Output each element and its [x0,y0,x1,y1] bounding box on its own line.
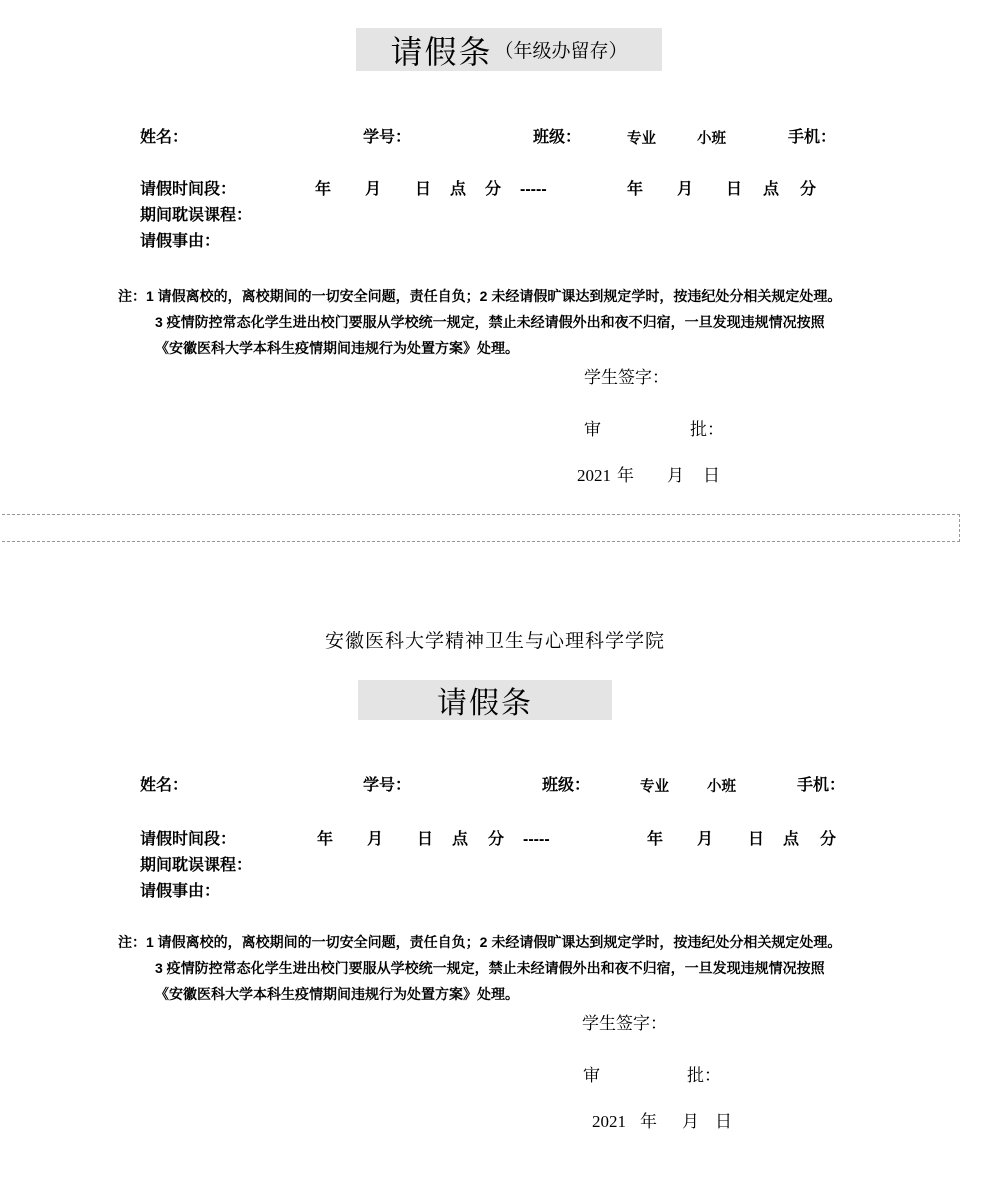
section1-date-year-value: 2021 [577,466,611,485]
section1-student-id-label: 学号： [363,129,412,146]
section2-note-line-1: 注：1 请假离校的，离校期间的一切安全问题，责任自负；2 未经请假旷课达到规定学时，按违纪处分相关规定处理。 [118,934,842,950]
section2-small-class-label: 小班 [707,779,736,795]
section1-range-dashes: ----- [520,181,547,198]
section1-missed-courses-label: 期间耽误课程： [140,207,253,224]
section2-leave-reason-label: 请假事由： [140,883,221,900]
section2-leave-period-label: 请假时间段： [140,831,237,848]
section2-major-label: 专业 [640,779,669,795]
section2-title-box [358,680,612,720]
section2-day-label-start: 日 [417,831,434,848]
section1-leave-period-label: 请假时间段： [140,181,237,198]
section1-hour-label-end: 点 [763,181,780,198]
section1-title-box [356,28,662,71]
section2-minute-label-start: 分 [488,831,505,848]
section1-major-label: 专业 [627,131,656,147]
section1-minute-label-end: 分 [800,181,817,198]
section1-student-signature-label: 学生签字： [584,368,669,387]
section2-student-id-label: 学号： [363,777,412,794]
section1-date-day-label: 日 [703,466,720,485]
section2-missed-courses-label: 期间耽误课程： [140,857,253,874]
section1-month-label-end: 月 [677,181,694,198]
section2-class-label: 班级： [542,777,591,794]
section-divider-dashed-box [0,514,960,542]
section1-note-line-2: 3 疫情防控常态化学生进出校门要服从学校统一规定，禁止未经请假外出和夜不归宿，一旦发现违规情况按照 [155,314,825,330]
section2-date-month-label: 月 [682,1112,699,1131]
section2-range-dashes: ----- [523,831,550,848]
section2-date-year-value: 2021 [592,1112,626,1131]
section1-class-label: 班级： [533,129,582,146]
section2-month-label-start: 月 [367,831,384,848]
section1-day-label-start: 日 [415,181,432,198]
section2-hour-label-start: 点 [452,831,469,848]
section1-hour-label-start: 点 [450,181,467,198]
section2-date-year-label: 年 [640,1112,657,1131]
section2-note-line-3: 《安徽医科大学本科生疫情期间违规行为处置方案》处理。 [155,986,519,1002]
section2-hour-label-end: 点 [783,831,800,848]
section2-student-signature-label: 学生签字： [582,1014,667,1033]
section1-phone-label: 手机： [788,129,837,146]
section2-day-label-end: 日 [748,831,765,848]
section2-leave-title: 请假条 [437,687,533,720]
section1-leave-title: 请假条 [390,33,493,70]
section2-approval-label-left: 审 [583,1066,600,1085]
section2-month-label-end: 月 [697,831,714,848]
section2-year-label-end: 年 [647,831,664,848]
section1-note-line-3: 《安徽医科大学本科生疫情期间违规行为处置方案》处理。 [155,340,519,356]
section2-name-label: 姓名： [140,777,189,794]
section1-date-year-label: 年 [617,466,634,485]
section1-leave-reason-label: 请假事由： [140,233,221,250]
section1-year-label-end: 年 [627,181,644,198]
section1-note-line-1: 注：1 请假离校的，离校期间的一切安全问题，责任自负；2 未经请假旷课达到规定学时，按违纪处分相关规定处理。 [118,288,842,304]
section1-minute-label-start: 分 [485,181,502,198]
college-header: 安徽医科大学精神卫生与心理科学学院 [324,631,665,652]
section2-year-label-start: 年 [317,831,334,848]
section1-small-class-label: 小班 [697,131,726,147]
section1-date-month-label: 月 [667,466,684,485]
section1-year-label-start: 年 [315,181,332,198]
section1-retention-note: （年级办留存） [494,41,628,62]
section2-phone-label: 手机： [797,777,846,794]
section1-approval-label-right: 批： [690,420,724,439]
section1-month-label-start: 月 [365,181,382,198]
section1-name-label: 姓名： [140,129,189,146]
section1-day-label-end: 日 [726,181,743,198]
section1-approval-label-left: 审 [584,420,601,439]
section2-approval-label-right: 批： [687,1066,721,1085]
section2-minute-label-end: 分 [820,831,837,848]
section2-date-day-label: 日 [715,1112,732,1131]
section2-note-line-2: 3 疫情防控常态化学生进出校门要服从学校统一规定，禁止未经请假外出和夜不归宿，一旦发现违规情况按照 [155,960,825,976]
